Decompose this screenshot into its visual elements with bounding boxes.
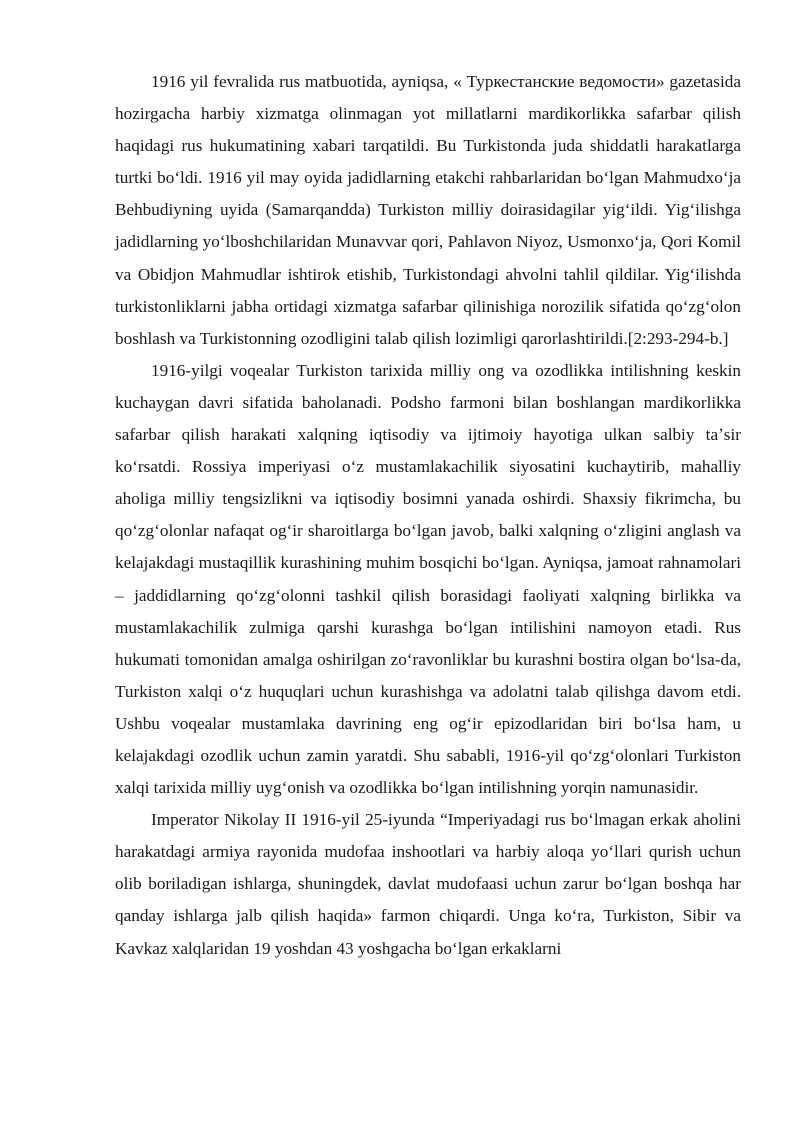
document-page: [115, 66, 741, 965]
paragraph-2: 1916-yilgi voqealar Turkiston tarixida milliy ong va ozodlikka intilishning keskin kuchaygan davri sifatida baholanadi. Podsho farmoni bilan boshlangan mardikorlikka safarbar qilish harakati xalqning iqtisodiy va ijtimoiy hayotiga ulkan salbiy taʼsir koʻrsatdi. Rossiya imperiyasi oʻz mustamlakachilik siyosatini kuchaytirib, mahalliy aholiga milliy tengsizlikni va iqtisodiy bosimni yanada oshirdi. Shaxsiy fikrimcha, bu qoʻzgʻolonlar nafaqat ogʻir sharoitlarga boʻlgan javob, balki xalqning oʻzligini anglash va kelajakdagi mustaqillik kurashining muhim bosqichi boʻlgan. Ayniqsa, jamoat rahnamolari – jaddidlarning qoʻzgʻolonni tashkil qilish borasidagi faoliyati xalqning birlikka va mustamlakachilik zulmiga qarshi kurashga boʻlgan intilishini namoyon etadi. Rus hukumati tomonidan amalga oshirilgan zoʻravonliklar bu kurashni bostira olgan boʻlsa-da, Turkiston xalqi oʻz huquqlari uchun kurashishga va adolatni talab qilishga davom etdi. Ushbu voqealar mustamlaka davrining eng ogʻir epizodlaridan biri boʻlsa ham, u kelajakdagi ozodlik uchun zamin yaratdi. Shu sababli, 1916-yil qoʻzgʻolonlari Turkiston xalqi tarixida milliy uygʻonish va ozodlikka boʻlgan intilishning yorqin namunasidir.: [115, 360, 741, 798]
paragraph-3: Imperator Nikolay II 1916-yil 25-iyunda “Imperiyadagi rus boʻlmagan erkak aholini harakatdagi armiya rayonida mudofaa inshootlari va harbiy aloqa yoʻllari qurish uchun olib boriladigan ishlarga, shuningdek, davlat mudofaasi uchun zarur boʻlgan boshqa har qanday ishlarga jalb qilish haqida» farmon chiqardi. Unga koʻra, Turkiston, Sibir va Kavkaz xalqlaridan 19 yoshdan 43 yoshgacha boʻlgan erkaklarni: [115, 810, 741, 958]
paragraph-1: 1916 yil fevralida rus matbuotida, ayniqsa, « Туркестанские ведомости» gazetasida hozirgacha harbiy xizmatga olinmagan yot millatlarni mardikorlikka safarbar qilish haqidagi rus hukumatining xabari tarqatildi. Bu Turkistonda juda shiddatli harakatlarga turtki boʻldi. 1916 yil may oyida jadidlarning etakchi rahbarlaridan boʻlgan Mahmudxoʻja Behbudiyning uyida (Samarqandda) Turkiston milliy doirasidagilar yigʻildi. Yigʻilishga jadidlarning yoʻlboshchilaridan Munavvar qori, Pahlavon Niyoz, Usmonxoʻja, Qori Komil va Obidjon Mahmudlar ishtirok etishib, Turkistondagi ahvolni tahlil qildilar. Yigʻilishda turkistonliklarni jabha ortidagi xizmatga safarbar qilinishiga norozilik sifatida qoʻzgʻolon boshlash va Turkistonning ozodligini talab qilish lozimligi qarorlashtirildi.[2:293-294-b.]: [115, 72, 741, 348]
